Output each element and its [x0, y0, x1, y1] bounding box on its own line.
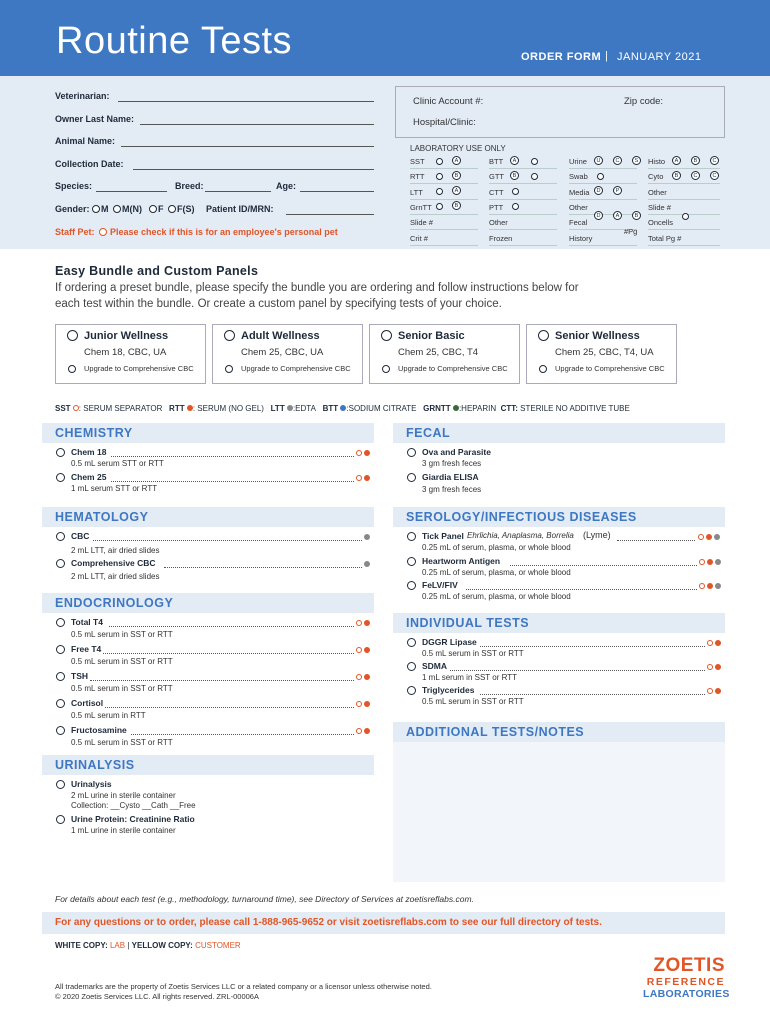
- cbc-name: CBC: [71, 531, 90, 541]
- lab-checkbox-circle[interactable]: [436, 203, 443, 210]
- ltt-dot-icon: [715, 559, 721, 565]
- endo-test-radio[interactable]: [56, 699, 65, 708]
- rtt-dot-icon: [715, 664, 721, 670]
- endo-test-name: Total T4: [71, 617, 103, 627]
- cbc-leader: [93, 540, 362, 541]
- lab-cell: LTT: [410, 185, 478, 200]
- ltt-dot-icon: [714, 534, 720, 540]
- lab-cell: Total Pg #: [648, 231, 720, 246]
- endo-spec: 0.5 mL serum in SST or RTT: [71, 738, 173, 747]
- fecal-header: FECAL: [393, 423, 725, 443]
- white-copy-label: WHITE COPY:: [55, 941, 108, 950]
- endo-test-name: TSH: [71, 671, 88, 681]
- lab-mark-circle[interactable]: C: [691, 171, 700, 180]
- endo-spec: 0.5 mL serum in SST or RTT: [71, 657, 173, 666]
- lab-cell: GrnTT: [410, 200, 478, 215]
- upgrade-radio[interactable]: [382, 365, 390, 373]
- gender-fs-radio[interactable]: [168, 205, 176, 213]
- endo-test-name: Fructosamine: [71, 725, 127, 735]
- bundle-name: Senior Wellness: [555, 330, 640, 342]
- lab-checkbox-circle[interactable]: [436, 188, 443, 195]
- header-separator: |: [605, 50, 608, 62]
- breed-label: Breed:: [175, 181, 204, 191]
- copy-separator: |: [127, 941, 130, 950]
- sst-ring-icon: [356, 728, 362, 734]
- cbc-radio[interactable]: [56, 532, 65, 541]
- form-date: JANUARY 2021: [617, 51, 702, 63]
- lab-checkbox-circle[interactable]: [531, 158, 538, 165]
- copy-distribution: [55, 941, 241, 950]
- upgrade-label: Upgrade to Comprehensive CBC: [555, 364, 665, 373]
- lab-checkbox-circle[interactable]: [682, 213, 689, 220]
- sst-ring-icon: [356, 674, 362, 680]
- order-form-label: ORDER FORM: [521, 51, 602, 63]
- lab-mark-circle[interactable]: C: [710, 171, 719, 180]
- sst-ring-icon: [356, 647, 362, 653]
- additional-notes-header: ADDITIONAL TESTS/NOTES: [393, 722, 725, 742]
- clinic-account-label: Clinic Account #:: [413, 96, 484, 107]
- endo-test-name: Cortisol: [71, 698, 104, 708]
- legend-rtt: RTT: [169, 404, 185, 413]
- felv-fiv-name: FeLV/FIV: [422, 580, 458, 590]
- age-label: Age:: [276, 181, 296, 191]
- additional-notes-area[interactable]: [393, 742, 725, 882]
- tick-panel-lyme: (Lyme): [583, 530, 611, 540]
- gender-fs-label: F(S): [177, 204, 195, 214]
- individual-test-name: Triglycerides: [422, 685, 475, 695]
- owner-label: Owner Last Name:: [55, 114, 135, 124]
- chem25-leader: [111, 481, 354, 482]
- individual-test-radio[interactable]: [407, 638, 416, 647]
- lab-cell: Slide #: [648, 200, 720, 215]
- tube-legend: [55, 404, 630, 413]
- giardia-radio[interactable]: [407, 473, 416, 482]
- gender-label: Gender:: [55, 204, 90, 214]
- comprehensive-cbc-leader: [164, 567, 362, 568]
- hematology-header: HEMATOLOGY: [42, 507, 374, 527]
- lab-cell: Other: [569, 200, 637, 215]
- lab-checkbox-circle[interactable]: [531, 173, 538, 180]
- bundle-tests: Chem 25, CBC, T4: [398, 347, 479, 358]
- lab-mark-circle[interactable]: A: [613, 211, 622, 220]
- chem25-spec: 1 mL serum STT or RTT: [71, 484, 158, 493]
- endo-test-leader: [131, 734, 354, 735]
- tick-panel-spec: 0.25 mL of serum, plasma, or whole blood: [422, 543, 571, 552]
- hospital-clinic-label: Hospital/Clinic:: [413, 117, 476, 128]
- legend-rtt-desc: : SERUM (NO GEL): [192, 404, 264, 413]
- upgrade-label: Upgrade to Comprehensive CBC: [241, 364, 351, 373]
- serology-header: SEROLOGY/INFECTIOUS DISEASES: [393, 507, 725, 527]
- copyright-note: © 2020 Zoetis Services LLC. All rights reserved. ZRL-00006A: [55, 992, 259, 1001]
- upgrade-label: Upgrade to Comprehensive CBC: [84, 364, 194, 373]
- endo-test-leader: [105, 707, 354, 708]
- bundle-name: Junior Wellness: [84, 330, 169, 342]
- lab-checkbox-circle[interactable]: [436, 158, 443, 165]
- logo-line-2: REFERENCE: [646, 976, 725, 988]
- upgrade-label: Upgrade to Comprehensive CBC: [398, 364, 508, 373]
- breed-field[interactable]: [205, 191, 271, 192]
- age-field[interactable]: [300, 191, 374, 192]
- white-copy-value: LAB: [109, 941, 126, 950]
- urinalysis-radio[interactable]: [56, 780, 65, 789]
- sst-ring-icon: [356, 701, 362, 707]
- lab-mark-circle[interactable]: P: [613, 186, 622, 195]
- upgrade-radio[interactable]: [68, 365, 76, 373]
- legend-ctt-desc: STERILE NO ADDITIVE TUBE: [520, 404, 630, 413]
- bundle-tests: Chem 25, CBC, UA: [241, 347, 324, 358]
- chem25-radio[interactable]: [56, 473, 65, 482]
- lab-cell: CTT: [489, 185, 557, 200]
- endo-spec: 0.5 mL serum in SST or RTT: [71, 684, 173, 693]
- sst-ring-icon: [698, 534, 704, 540]
- rtt-dot-icon: [707, 583, 713, 589]
- lab-cell: Frozen: [489, 231, 557, 246]
- collection-date-field[interactable]: [133, 169, 374, 170]
- lab-cell: Slide #: [410, 215, 478, 230]
- staff-pet-label: Staff Pet:: [55, 227, 95, 237]
- rtt-dot-icon: [364, 475, 370, 481]
- endo-test-radio[interactable]: [56, 645, 65, 654]
- felv-fiv-leader: [466, 589, 697, 590]
- yellow-copy-label: YELLOW COPY:: [131, 941, 193, 950]
- ltt-dot-icon: [364, 534, 370, 540]
- sst-ring-icon: [699, 559, 705, 565]
- rtt-dot-icon: [364, 620, 370, 626]
- lab-cell: BTT: [489, 154, 557, 169]
- gender-mn-label: M(N): [122, 204, 142, 214]
- legend-btt: BTT: [322, 404, 339, 413]
- owner-field[interactable]: [140, 124, 374, 125]
- bundles-desc-1: If ordering a preset bundle, please specify the bundle you are ordering and follow instructions below for: [55, 282, 579, 294]
- trademark-note: All trademarks are the property of Zoetis Services LLC or a related company or a licensor unless otherwise noted.: [55, 982, 432, 991]
- bundle-radio[interactable]: [381, 330, 392, 341]
- lab-cell: GTT: [489, 169, 557, 184]
- bundle-tests: Chem 25, CBC, T4, UA: [555, 347, 654, 358]
- bundle-tests: Chem 18, CBC, UA: [84, 347, 167, 358]
- individual-test-spec: 1 mL serum in SST or RTT: [422, 673, 517, 682]
- bundle-name: Adult Wellness: [241, 330, 320, 342]
- lab-mark-circle[interactable]: A: [452, 156, 461, 165]
- individual-test-leader: [480, 694, 705, 695]
- account-box: [395, 86, 725, 138]
- collection-label: Collection Date:: [55, 159, 124, 169]
- lab-mark-circle[interactable]: A: [452, 186, 461, 195]
- species-field[interactable]: [96, 191, 167, 192]
- endo-test-radio[interactable]: [56, 726, 65, 735]
- comprehensive-cbc-spec: 2 mL LTT, air dried slides: [71, 572, 160, 581]
- sst-ring-icon: [356, 450, 362, 456]
- felv-fiv-spec: 0.25 mL of serum, plasma, or whole blood: [422, 592, 571, 601]
- legend-grntt-desc: :HEPARIN: [458, 404, 497, 413]
- bundles-desc-2: each test within the bundle. Or create a custom panel by specifying tests of your choice.: [55, 298, 502, 310]
- sst-ring-icon: [707, 640, 713, 646]
- upc-spec: 1 mL urine in sterile container: [71, 826, 176, 835]
- heartworm-spec: 0.25 mL of serum, plasma, or whole blood: [422, 568, 571, 577]
- sst-ring-icon: [699, 583, 705, 589]
- rtt-dot-icon: [706, 534, 712, 540]
- endocrinology-header: ENDOCRINOLOGY: [42, 593, 374, 613]
- tick-panel-radio[interactable]: [407, 532, 416, 541]
- sst-ring-icon: [356, 475, 362, 481]
- lab-mark-circle[interactable]: U: [594, 156, 603, 165]
- chemistry-header: CHEMISTRY: [42, 423, 374, 443]
- lab-mark-circle[interactable]: B: [452, 201, 461, 210]
- individual-test-spec: 0.5 mL serum in SST or RTT: [422, 697, 524, 706]
- sst-ring-icon: [707, 664, 713, 670]
- endo-test-radio[interactable]: [56, 618, 65, 627]
- lab-cell: Media: [569, 185, 637, 200]
- lab-mark-circle[interactable]: C: [613, 156, 622, 165]
- giardia-spec: 3 gm fresh feces: [422, 485, 482, 494]
- animal-label: Animal Name:: [55, 136, 116, 146]
- staff-pet-note: Please check if this is for an employee's personal pet: [110, 227, 338, 237]
- tick-panel-organisms: Ehrlichia, Anaplasma, Borrelia: [467, 531, 574, 540]
- bundle-radio[interactable]: [67, 330, 78, 341]
- bundle-radio[interactable]: [538, 330, 549, 341]
- rtt-dot-icon: [707, 559, 713, 565]
- patient-id-label: Patient ID/MRN:: [206, 204, 274, 214]
- lab-mark-circle[interactable]: B: [452, 171, 461, 180]
- lab-mark-circle[interactable]: B: [510, 171, 519, 180]
- species-label: Species:: [55, 181, 93, 191]
- lab-mark-circle[interactable]: B: [632, 211, 641, 220]
- lab-checkbox-circle[interactable]: [512, 203, 519, 210]
- tick-panel-name: Tick Panel: [422, 531, 464, 541]
- lab-checkbox-circle[interactable]: [512, 188, 519, 195]
- endo-spec: 0.5 mL serum in RTT: [71, 711, 146, 720]
- endo-test-name: Free T4: [71, 644, 102, 654]
- cbc-spec: 2 mL LTT, air dried slides: [71, 546, 160, 555]
- lab-pg-label: #Pg: [624, 227, 638, 236]
- heartworm-name: Heartworm Antigen: [422, 556, 501, 566]
- lab-cell: Other: [489, 215, 557, 230]
- bundle-name: Senior Basic: [398, 330, 465, 342]
- ova-spec: 3 gm fresh feces: [422, 459, 482, 468]
- lab-mark-circle[interactable]: A: [672, 156, 681, 165]
- lab-mark-circle[interactable]: D: [594, 186, 603, 195]
- lab-mark-circle[interactable]: S: [632, 156, 641, 165]
- chem18-spec: 0.5 mL serum STT or RTT: [71, 459, 164, 468]
- comprehensive-cbc-name: Comprehensive CBC: [71, 558, 156, 568]
- upc-name: Urine Protein: Creatinine Ratio: [71, 814, 195, 824]
- rtt-dot-icon: [364, 674, 370, 680]
- individual-test-leader: [480, 646, 705, 647]
- giardia-name: Giardia ELISA: [422, 472, 479, 482]
- chem18-leader: [111, 456, 354, 457]
- legend-grntt: GRNTT: [423, 404, 451, 413]
- heartworm-radio[interactable]: [407, 557, 416, 566]
- lab-mark-circle[interactable]: A: [510, 156, 519, 165]
- gender-m-radio[interactable]: [92, 205, 100, 213]
- chem25-name: Chem 25: [71, 472, 107, 482]
- felv-fiv-radio[interactable]: [407, 581, 416, 590]
- individual-test-name: SDMA: [422, 661, 448, 671]
- individual-test-leader: [450, 670, 705, 671]
- lab-cell: Crit #: [410, 231, 478, 246]
- logo-line-1: ZOETIS: [653, 955, 725, 976]
- gender-f-label: F: [158, 204, 164, 214]
- individual-test-radio[interactable]: [407, 686, 416, 695]
- rtt-dot-icon: [715, 640, 721, 646]
- chem18-name: Chem 18: [71, 447, 107, 457]
- lab-cell: Fecal: [569, 215, 637, 230]
- details-note: For details about each test (e.g., methodology, turnaround time), see Directory of Services at zoetisreflabs.com.: [55, 894, 474, 904]
- lab-cell: Cyto: [648, 169, 720, 184]
- veterinarian-field[interactable]: [118, 101, 374, 102]
- rtt-dot-icon: [364, 450, 370, 456]
- chem18-radio[interactable]: [56, 448, 65, 457]
- comprehensive-cbc-radio[interactable]: [56, 559, 65, 568]
- legend-sst-desc: : SERUM SEPARATOR: [78, 404, 163, 413]
- rtt-dot-icon: [364, 647, 370, 653]
- lab-cell: Other: [648, 185, 720, 200]
- legend-ltt: LTT: [270, 404, 285, 413]
- ltt-dot-icon: [715, 583, 721, 589]
- gender-mn-radio[interactable]: [113, 205, 121, 213]
- individual-test-name: DGGR Lipase: [422, 637, 477, 647]
- gender-f-radio[interactable]: [149, 205, 157, 213]
- zoetis-logo: [643, 955, 730, 1000]
- bundle-radio[interactable]: [224, 330, 235, 341]
- yellow-copy-value: CUSTOMER: [195, 941, 241, 950]
- endo-test-radio[interactable]: [56, 672, 65, 681]
- urinalysis-name: Urinalysis: [71, 779, 112, 789]
- upgrade-radio[interactable]: [225, 365, 233, 373]
- legend-sst: SST: [55, 404, 71, 413]
- lab-mark-circle[interactable]: B: [672, 171, 681, 180]
- lab-cell: SST: [410, 154, 478, 169]
- lab-checkbox-circle[interactable]: [597, 173, 604, 180]
- ltt-dot-icon: [364, 561, 370, 567]
- individual-tests-header: INDIVIDUAL TESTS: [393, 613, 725, 633]
- individual-test-radio[interactable]: [407, 662, 416, 671]
- veterinarian-label: Veterinarian:: [55, 91, 110, 101]
- staff-pet-radio[interactable]: [99, 228, 107, 236]
- legend-ltt-desc: :EDTA: [292, 404, 316, 413]
- urinalysis-spec: 2 mL urine in sterile container: [71, 791, 176, 800]
- endo-test-leader: [109, 626, 354, 627]
- ova-radio[interactable]: [407, 448, 416, 457]
- upc-radio[interactable]: [56, 815, 65, 824]
- sst-ring-icon: [707, 688, 713, 694]
- endo-test-leader: [90, 680, 354, 681]
- lab-use-title: LABORATORY USE ONLY: [410, 144, 506, 153]
- ova-name: Ova and Parasite: [422, 447, 491, 457]
- rtt-dot-icon: [364, 701, 370, 707]
- lab-cell: Histo: [648, 154, 720, 169]
- heartworm-leader: [510, 565, 697, 566]
- legend-ctt: CTT:: [500, 404, 518, 413]
- lab-cell: Urine: [569, 154, 637, 169]
- zip-code-label: Zip code:: [624, 96, 664, 107]
- upgrade-radio[interactable]: [539, 365, 547, 373]
- lab-checkbox-circle[interactable]: [436, 173, 443, 180]
- animal-field[interactable]: [121, 146, 374, 147]
- rtt-dot-icon: [715, 688, 721, 694]
- gender-m-label: M: [101, 204, 109, 214]
- patient-id-field[interactable]: [286, 214, 374, 215]
- logo-line-3: LABORATORIES: [643, 987, 730, 1000]
- lab-cell: RTT: [410, 169, 478, 184]
- questions-text: For any questions or to order, please call 1-888-965-9652 or visit zoetisreflabs.com to see our full directory of tests.: [55, 917, 602, 928]
- urinalysis-collection: Collection: __Cysto __Cath __Free: [71, 801, 196, 810]
- endo-spec: 0.5 mL serum in SST or RTT: [71, 630, 173, 639]
- urinalysis-header: URINALYSIS: [42, 755, 374, 775]
- endo-test-leader: [103, 653, 354, 654]
- legend-btt-desc: :SODIUM CITRATE: [346, 404, 417, 413]
- lab-mark-circle[interactable]: D: [594, 211, 603, 220]
- lab-cell: History: [569, 231, 637, 246]
- rtt-dot-icon: [364, 728, 370, 734]
- individual-test-spec: 0.5 mL serum in SST or RTT: [422, 649, 524, 658]
- lab-mark-circle[interactable]: C: [710, 156, 719, 165]
- lab-cell: PTT: [489, 200, 557, 215]
- sst-ring-icon: [356, 620, 362, 626]
- page-title: Routine Tests: [56, 20, 293, 62]
- lab-mark-circle[interactable]: B: [691, 156, 700, 165]
- tick-panel-leader: [617, 540, 695, 541]
- lab-cell: Oncells: [648, 215, 720, 230]
- lab-cell: Swab: [569, 169, 637, 184]
- bundles-title: Easy Bundle and Custom Panels: [55, 264, 259, 278]
